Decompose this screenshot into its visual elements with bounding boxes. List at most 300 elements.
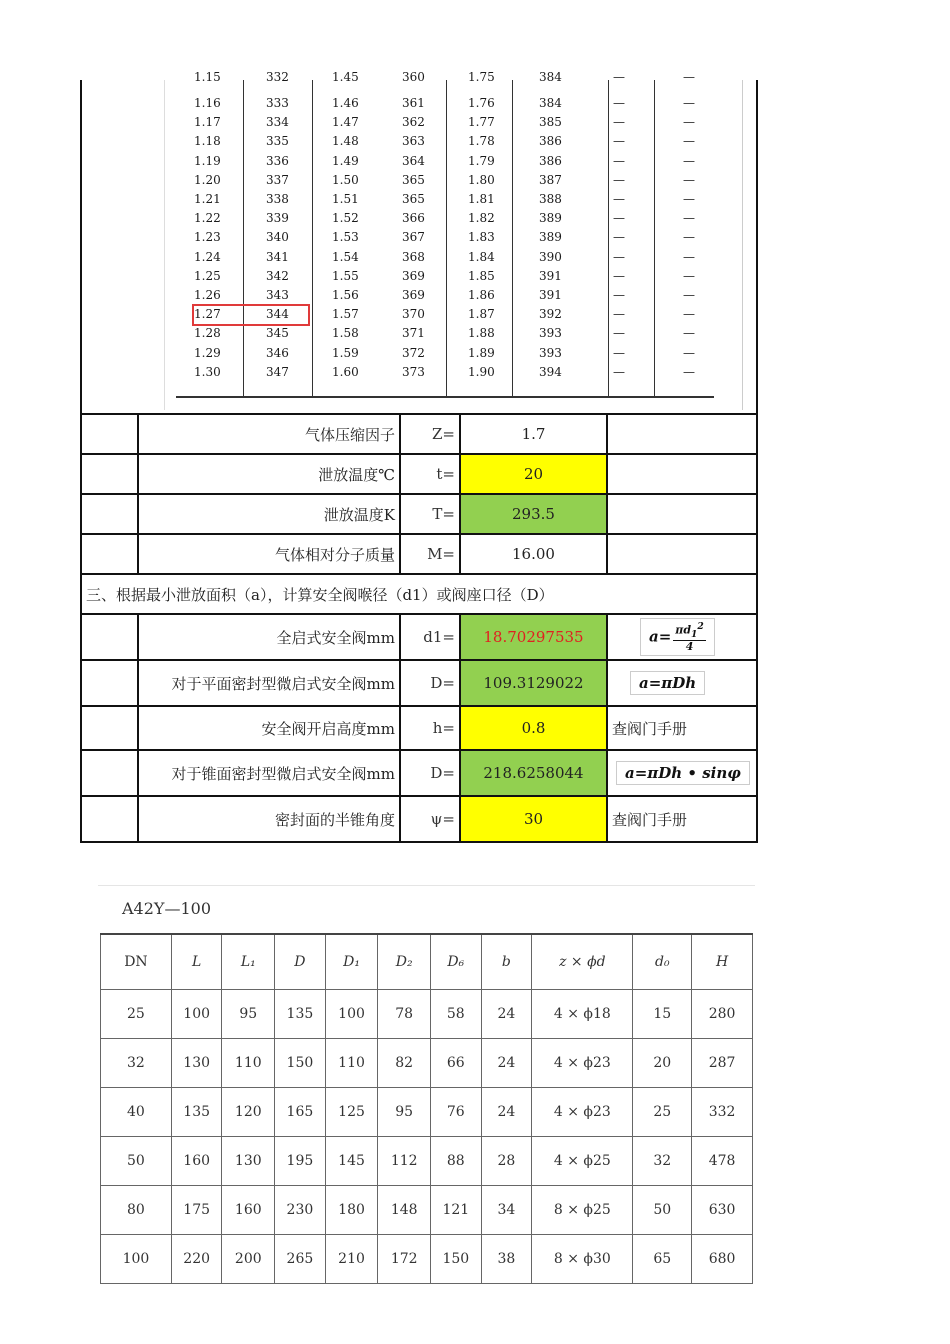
k-cell: 365 bbox=[402, 172, 425, 187]
k-cell: — bbox=[613, 230, 625, 245]
k-cell: — bbox=[683, 134, 695, 149]
flange-cell: 332 bbox=[692, 1088, 753, 1137]
k-cell: 369 bbox=[402, 288, 425, 302]
k-cell: 1.51 bbox=[332, 192, 359, 206]
k-cell: 1.83 bbox=[468, 230, 495, 245]
note-cell: 查阀门手册 bbox=[607, 706, 757, 750]
row-value-computed[interactable]: 293.5 bbox=[460, 494, 607, 534]
row-value-computed[interactable]: 109.3129022 bbox=[460, 660, 607, 706]
k-row bbox=[82, 171, 756, 190]
k-cell: 1.29 bbox=[194, 345, 221, 360]
flange-cell: 280 bbox=[692, 990, 753, 1039]
k-cell: 1.57 bbox=[332, 307, 359, 322]
k-cell: 1.17 bbox=[194, 115, 221, 130]
flange-cell: 25 bbox=[101, 990, 172, 1039]
flange-cell: 65 bbox=[633, 1235, 692, 1284]
row-label: 泄放温度K bbox=[138, 494, 400, 534]
flange-cell: 95 bbox=[378, 1088, 431, 1137]
flange-cell: 145 bbox=[325, 1137, 378, 1186]
calc-row bbox=[81, 454, 757, 494]
flange-cell: 148 bbox=[378, 1186, 431, 1235]
formula-denominator: 4 bbox=[685, 640, 694, 654]
flange-cell: 125 bbox=[325, 1088, 378, 1137]
flange-cell: 32 bbox=[633, 1137, 692, 1186]
flange-cell: 15 bbox=[633, 990, 692, 1039]
flange-cell: 50 bbox=[101, 1137, 172, 1186]
flange-cell: 8 × ϕ30 bbox=[532, 1235, 633, 1284]
k-cell: 367 bbox=[402, 230, 425, 245]
flange-cell: 195 bbox=[275, 1137, 326, 1186]
k-cell: 1.82 bbox=[468, 211, 495, 226]
k-cell: 369 bbox=[402, 268, 425, 283]
k-cell: 1.89 bbox=[468, 345, 495, 360]
flange-cell: 38 bbox=[481, 1235, 532, 1284]
k-row bbox=[82, 248, 756, 267]
formula-cell bbox=[607, 614, 757, 660]
row-symbol: h= bbox=[400, 706, 460, 750]
k-cell: — bbox=[613, 326, 625, 341]
flange-cell: 4 × ϕ23 bbox=[532, 1088, 633, 1137]
k-cell: 362 bbox=[402, 115, 425, 130]
flange-cell: 50 bbox=[633, 1186, 692, 1235]
flange-cell: 4 × ϕ23 bbox=[532, 1039, 633, 1088]
row-label: 对于锥面密封型微启式安全阀mm bbox=[138, 750, 400, 796]
k-cell: 393 bbox=[539, 345, 562, 360]
row-symbol: D= bbox=[400, 660, 460, 706]
section-row bbox=[81, 574, 757, 614]
k-cell: 386 bbox=[539, 134, 562, 149]
row-symbol: t= bbox=[400, 454, 460, 494]
flange-cell: 100 bbox=[325, 990, 378, 1039]
blank-cell bbox=[81, 414, 138, 454]
k-row bbox=[82, 344, 756, 363]
calc-row bbox=[81, 414, 757, 454]
k-cell: 389 bbox=[539, 230, 562, 245]
k-cell: — bbox=[683, 326, 695, 341]
k-cell: 1.46 bbox=[332, 96, 359, 110]
row-symbol: ψ= bbox=[400, 796, 460, 842]
k-row bbox=[82, 286, 756, 305]
k-row bbox=[82, 209, 756, 228]
k-cell: — bbox=[613, 211, 625, 226]
flange-cell: 8 × ϕ25 bbox=[532, 1186, 633, 1235]
k-cell: 346 bbox=[266, 345, 289, 360]
flange-cell: 121 bbox=[431, 1186, 482, 1235]
k-cell: 1.18 bbox=[194, 134, 221, 149]
formula-numerator: πd bbox=[675, 623, 692, 637]
flange-cell: 58 bbox=[431, 990, 482, 1039]
flange-row bbox=[101, 990, 753, 1039]
blank-cell bbox=[81, 750, 138, 796]
note-cell bbox=[607, 454, 757, 494]
flange-cell: 110 bbox=[325, 1039, 378, 1088]
flange-cell: 66 bbox=[431, 1039, 482, 1088]
k-cell: 385 bbox=[539, 115, 562, 130]
k-cell: 343 bbox=[266, 288, 289, 302]
k-cell: — bbox=[613, 364, 625, 379]
k-cell: 368 bbox=[402, 249, 425, 264]
k-row bbox=[82, 363, 756, 382]
k-cell: — bbox=[683, 268, 695, 283]
k-cell: — bbox=[613, 249, 625, 264]
k-cell: — bbox=[613, 192, 625, 206]
k-cell: 341 bbox=[266, 249, 289, 264]
k-cell: 360 bbox=[402, 70, 425, 84]
flange-cell: 82 bbox=[378, 1039, 431, 1088]
formula-image: a=πDh • sinφ bbox=[616, 761, 750, 785]
flange-cell: 160 bbox=[171, 1137, 222, 1186]
k-cell: — bbox=[613, 172, 625, 187]
flange-header-cell: L bbox=[171, 934, 222, 990]
k-cell: — bbox=[613, 153, 625, 168]
flange-cell: 478 bbox=[692, 1137, 753, 1186]
k-cell: 1.84 bbox=[468, 249, 495, 264]
k-cell: 372 bbox=[402, 345, 425, 360]
flange-cell: 150 bbox=[275, 1039, 326, 1088]
flange-cell: 25 bbox=[633, 1088, 692, 1137]
formula-image: a=πDh bbox=[630, 671, 705, 695]
k-cell: — bbox=[613, 307, 625, 322]
k-cell: 1.76 bbox=[468, 96, 495, 110]
k-cell: 1.80 bbox=[468, 172, 495, 187]
k-cell: — bbox=[683, 192, 695, 206]
flange-cell: 78 bbox=[378, 990, 431, 1039]
flange-header-cell: D₂ bbox=[378, 934, 431, 990]
flange-table-scan bbox=[98, 885, 755, 1267]
k-cell: 1.90 bbox=[468, 364, 495, 379]
k-cell: 347 bbox=[266, 364, 289, 379]
calc-row bbox=[81, 534, 757, 574]
k-cell: 393 bbox=[539, 326, 562, 341]
k-cell: — bbox=[683, 70, 695, 84]
k-cell: 345 bbox=[266, 326, 289, 341]
k-cell: 1.19 bbox=[194, 153, 221, 168]
flange-header-cell: b bbox=[481, 934, 532, 990]
calc-row bbox=[81, 796, 757, 842]
row-value-computed[interactable]: 218.6258044 bbox=[460, 750, 607, 796]
flange-row bbox=[101, 1137, 753, 1186]
calc-table bbox=[80, 413, 758, 843]
k-cell: 1.49 bbox=[332, 153, 359, 168]
k-cell: 1.20 bbox=[194, 172, 221, 187]
k-cell: 391 bbox=[539, 288, 562, 302]
k-cell: — bbox=[683, 230, 695, 245]
flange-cell: 120 bbox=[222, 1088, 275, 1137]
k-cell: — bbox=[683, 211, 695, 226]
calc-row bbox=[81, 750, 757, 796]
flange-cell: 24 bbox=[481, 1088, 532, 1137]
formula-cell bbox=[607, 750, 757, 796]
row-value-computed[interactable]: 18.70297535 bbox=[460, 614, 607, 660]
formula-image bbox=[640, 618, 715, 657]
k-cell: 336 bbox=[266, 153, 289, 168]
k-cell: 1.60 bbox=[332, 364, 359, 379]
flange-header-cell: z × ϕd bbox=[532, 934, 633, 990]
flange-cell: 76 bbox=[431, 1088, 482, 1137]
flange-cell: 130 bbox=[222, 1137, 275, 1186]
k-cell: 1.81 bbox=[468, 192, 495, 206]
flange-table bbox=[100, 933, 753, 1284]
row-symbol: T= bbox=[400, 494, 460, 534]
highlight-box bbox=[192, 304, 310, 326]
k-cell: 1.24 bbox=[194, 249, 221, 264]
k-cell: — bbox=[683, 307, 695, 322]
k-cell: — bbox=[613, 345, 625, 360]
blank-cell bbox=[81, 454, 138, 494]
k-cell: 1.16 bbox=[194, 96, 221, 110]
k-cell: 340 bbox=[266, 230, 289, 245]
k-cell: 1.30 bbox=[194, 364, 221, 379]
k-cell: — bbox=[613, 288, 625, 302]
k-cell: 1.23 bbox=[194, 230, 221, 245]
k-cell: 1.55 bbox=[332, 268, 359, 283]
flange-cell: 4 × ϕ25 bbox=[532, 1137, 633, 1186]
table-bottom-rule bbox=[176, 396, 714, 398]
formula-lhs: a= bbox=[649, 627, 672, 645]
k-cell: — bbox=[683, 96, 695, 110]
flange-cell: 287 bbox=[692, 1039, 753, 1088]
k-cell: 1.26 bbox=[194, 288, 221, 302]
k-cell: — bbox=[683, 288, 695, 302]
k-cell: 1.27 bbox=[194, 307, 221, 322]
blank-cell bbox=[81, 494, 138, 534]
flange-header-cell: D₆ bbox=[431, 934, 482, 990]
row-label: 密封面的半锥角度 bbox=[138, 796, 400, 842]
note-cell bbox=[607, 414, 757, 454]
blank-cell bbox=[81, 614, 138, 660]
blank-cell bbox=[81, 660, 138, 706]
calc-row bbox=[81, 614, 757, 660]
flange-cell: 130 bbox=[171, 1039, 222, 1088]
row-label: 气体相对分子质量 bbox=[138, 534, 400, 574]
k-cell: 332 bbox=[266, 70, 289, 84]
k-cell: 1.22 bbox=[194, 211, 221, 226]
flange-cell: 4 × ϕ18 bbox=[532, 990, 633, 1039]
flange-header-cell: D₁ bbox=[325, 934, 378, 990]
k-row bbox=[82, 113, 756, 132]
flange-cell: 150 bbox=[431, 1235, 482, 1284]
row-symbol: M= bbox=[400, 534, 460, 574]
k-cell: 1.87 bbox=[468, 307, 495, 322]
k-cell: 339 bbox=[266, 211, 289, 226]
k-cell: 344 bbox=[266, 307, 289, 322]
k-cell: 1.78 bbox=[468, 134, 495, 149]
flange-cell: 265 bbox=[275, 1235, 326, 1284]
k-cell: 1.85 bbox=[468, 268, 495, 283]
k-cell: 370 bbox=[402, 307, 425, 322]
row-label: 安全阀开启高度mm bbox=[138, 706, 400, 750]
k-cell: 387 bbox=[539, 172, 562, 187]
k-row bbox=[82, 305, 756, 324]
k-cell: 389 bbox=[539, 211, 562, 226]
note-cell: 查阀门手册 bbox=[607, 796, 757, 842]
k-row bbox=[82, 267, 756, 286]
flange-cell: 160 bbox=[222, 1186, 275, 1235]
flange-cell: 200 bbox=[222, 1235, 275, 1284]
formula-fraction: $\frac{\pi d_1^2}{4}$ bbox=[675, 620, 704, 654]
k-cell: 1.52 bbox=[332, 211, 359, 226]
flange-cell: 80 bbox=[101, 1186, 172, 1235]
flange-cell: 135 bbox=[275, 990, 326, 1039]
flange-cell: 88 bbox=[431, 1137, 482, 1186]
k-cell: 1.77 bbox=[468, 115, 495, 130]
flange-body bbox=[101, 990, 753, 1284]
k-row bbox=[82, 228, 756, 247]
k-cell: — bbox=[683, 345, 695, 360]
k-cell: 335 bbox=[266, 134, 289, 149]
k-cell: — bbox=[613, 96, 625, 110]
flange-header-row bbox=[101, 934, 753, 990]
note-cell bbox=[607, 534, 757, 574]
k-cell: 1.56 bbox=[332, 288, 359, 302]
k-cell: — bbox=[683, 172, 695, 187]
flange-cell: 165 bbox=[275, 1088, 326, 1137]
flange-cell: 112 bbox=[378, 1137, 431, 1186]
k-row-cut bbox=[82, 68, 756, 87]
k-row bbox=[82, 324, 756, 343]
k-cell: 1.75 bbox=[468, 70, 495, 84]
k-cell: 1.59 bbox=[332, 345, 359, 360]
flange-cell: 630 bbox=[692, 1186, 753, 1235]
flange-cell: 28 bbox=[481, 1137, 532, 1186]
k-cell: — bbox=[613, 134, 625, 149]
k-cell: 361 bbox=[402, 96, 425, 110]
flange-header-cell: H bbox=[692, 934, 753, 990]
calc-row bbox=[81, 660, 757, 706]
k-cell: 1.79 bbox=[468, 153, 495, 168]
blank-cell bbox=[81, 706, 138, 750]
k-cell: 1.48 bbox=[332, 134, 359, 149]
row-value-input[interactable]: 20 bbox=[460, 454, 607, 494]
blank-cell bbox=[81, 534, 138, 574]
flange-row bbox=[101, 1186, 753, 1235]
k-cell: 333 bbox=[266, 96, 289, 110]
k-cell: 371 bbox=[402, 326, 425, 341]
row-symbol: D= bbox=[400, 750, 460, 796]
k-cell: — bbox=[683, 115, 695, 130]
k-cell: — bbox=[613, 268, 625, 283]
k-cell: — bbox=[683, 153, 695, 168]
k-cell: 388 bbox=[539, 192, 562, 206]
k-cell: 342 bbox=[266, 268, 289, 283]
flange-cell: 680 bbox=[692, 1235, 753, 1284]
k-row bbox=[82, 190, 756, 209]
k-cell: 1.28 bbox=[194, 326, 221, 341]
k-cell: 1.86 bbox=[468, 288, 495, 302]
k-cell: 338 bbox=[266, 192, 289, 206]
flange-row bbox=[101, 1088, 753, 1137]
row-value-input[interactable]: 30 bbox=[460, 796, 607, 842]
calc-row bbox=[81, 494, 757, 534]
k-cell: 373 bbox=[402, 364, 425, 379]
flange-header-cell: DN bbox=[101, 934, 172, 990]
row-label: 泄放温度℃ bbox=[138, 454, 400, 494]
k-cell: 334 bbox=[266, 115, 289, 130]
flange-header-cell: D bbox=[275, 934, 326, 990]
flange-cell: 100 bbox=[171, 990, 222, 1039]
flange-model-title: A42Y—100 bbox=[122, 899, 212, 918]
flange-header-cell: L₁ bbox=[222, 934, 275, 990]
note-cell bbox=[607, 494, 757, 534]
flange-cell: 95 bbox=[222, 990, 275, 1039]
row-label: 对于平面密封型微启式安全阀mm bbox=[138, 660, 400, 706]
k-cell: 394 bbox=[539, 364, 562, 379]
k-value-table-scan bbox=[80, 70, 758, 414]
blank-cell bbox=[81, 796, 138, 842]
formula-cell bbox=[607, 660, 757, 706]
flange-cell: 40 bbox=[101, 1088, 172, 1137]
flange-header-cell: d₀ bbox=[633, 934, 692, 990]
k-cell: 363 bbox=[402, 134, 425, 149]
k-cell: — bbox=[613, 70, 625, 84]
k-cell: 1.21 bbox=[194, 192, 221, 206]
flange-cell: 24 bbox=[481, 1039, 532, 1088]
k-row bbox=[82, 94, 756, 113]
k-cell: 1.47 bbox=[332, 115, 359, 130]
k-cell: 1.54 bbox=[332, 249, 359, 264]
k-cell: 1.88 bbox=[468, 326, 495, 341]
row-label: 气体压缩因子 bbox=[138, 414, 400, 454]
flange-cell: 175 bbox=[171, 1186, 222, 1235]
row-value[interactable]: 16.00 bbox=[460, 534, 607, 574]
flange-row bbox=[101, 1039, 753, 1088]
k-cell: 1.25 bbox=[194, 268, 221, 283]
k-cell: 366 bbox=[402, 211, 425, 226]
row-value-input[interactable]: 0.8 bbox=[460, 706, 607, 750]
flange-cell: 24 bbox=[481, 990, 532, 1039]
flange-cell: 100 bbox=[101, 1235, 172, 1284]
k-cell: 1.50 bbox=[332, 172, 359, 187]
k-cell: — bbox=[613, 115, 625, 130]
k-cell: 386 bbox=[539, 153, 562, 168]
section-title: 三、根据最小泄放面积（a），计算安全阀喉径（d1）或阀座口径（D） bbox=[81, 574, 757, 614]
flange-cell: 20 bbox=[633, 1039, 692, 1088]
flange-cell: 135 bbox=[171, 1088, 222, 1137]
flange-cell: 32 bbox=[101, 1039, 172, 1088]
scan-top-edge bbox=[98, 885, 755, 886]
k-cell: 384 bbox=[539, 96, 562, 110]
row-symbol: d1= bbox=[400, 614, 460, 660]
flange-cell: 220 bbox=[171, 1235, 222, 1284]
k-row bbox=[82, 152, 756, 171]
flange-row bbox=[101, 1235, 753, 1284]
flange-cell: 34 bbox=[481, 1186, 532, 1235]
row-value[interactable]: 1.7 bbox=[460, 414, 607, 454]
k-cell: 364 bbox=[402, 153, 425, 168]
flange-cell: 110 bbox=[222, 1039, 275, 1088]
row-label: 全启式安全阀mm bbox=[138, 614, 400, 660]
k-cell: 1.58 bbox=[332, 326, 359, 341]
k-cell: 1.45 bbox=[332, 70, 359, 84]
row-symbol: Z= bbox=[400, 414, 460, 454]
k-cell: — bbox=[683, 364, 695, 379]
calc-row bbox=[81, 706, 757, 750]
k-cell: 392 bbox=[539, 307, 562, 322]
k-cell: 391 bbox=[539, 268, 562, 283]
k-cell: 337 bbox=[266, 172, 289, 187]
flange-cell: 210 bbox=[325, 1235, 378, 1284]
k-cell: 390 bbox=[539, 249, 562, 264]
k-cell: 384 bbox=[539, 70, 562, 84]
flange-cell: 180 bbox=[325, 1186, 378, 1235]
k-cell: 1.15 bbox=[194, 70, 221, 84]
k-row bbox=[82, 132, 756, 151]
flange-cell: 230 bbox=[275, 1186, 326, 1235]
k-cell: 1.53 bbox=[332, 230, 359, 245]
flange-cell: 172 bbox=[378, 1235, 431, 1284]
k-cell: 365 bbox=[402, 192, 425, 206]
k-cell: — bbox=[683, 249, 695, 264]
